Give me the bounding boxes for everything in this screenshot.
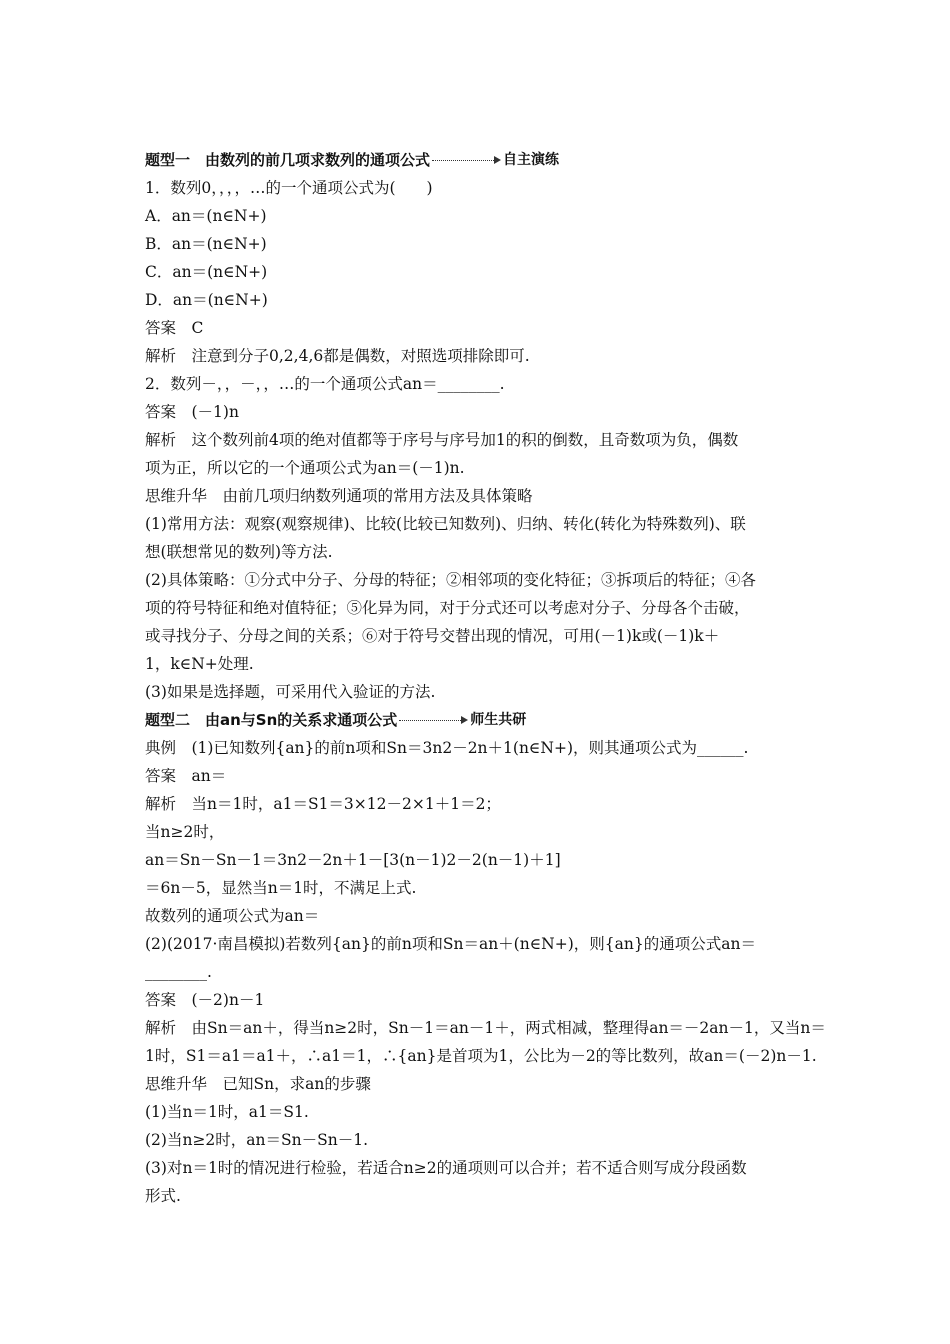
summary-text: (2)具体策略：①分式中分子、分母的特征；②相邻项的变化特征；③拆项后的特征；④各: [145, 571, 756, 589]
example-question: 典例 (1)已知数列{an}的前n项和Sn＝3n2－2n＋1(n∈N+)，则其通项公式为______.: [145, 739, 749, 757]
analysis: 解析 由Sn＝an＋，得当n≥2时，Sn－1＝an－1＋，两式相减，整理得an＝－2an－1，又当n＝: [145, 1019, 826, 1037]
analysis: ＝6n－5，显然当n＝1时，不满足上式.: [145, 879, 417, 897]
summary-text: (1)常用方法：观察(观察规律)、比较(比较已知数列)、归纳、转化(转化为特殊数列)、联: [145, 515, 746, 533]
document-content: [145, 146, 826, 1210]
answer: 答案 (－2)n－1: [145, 991, 265, 1009]
option-a: A．an＝(n∈N+): [145, 207, 267, 225]
summary-text: 项的符号特征和绝对值特征；⑤化异为同，对于分式还可以考虑对分子、分母各个击破，: [145, 599, 750, 617]
summary-title: 思维升华 由前几项归纳数列通项的常用方法及具体策略: [145, 487, 533, 505]
section-tag: 自主演练: [503, 152, 560, 168]
analysis: 当n≥2时，: [145, 823, 225, 841]
summary-text: (1)当n＝1时，a1＝S1.: [145, 1103, 309, 1121]
analysis: 1时，S1＝a1＝a1＋，∴a1＝1，∴{an}是首项为1，公比为－2的等比数列，故an＝(－2)n－1.: [145, 1047, 817, 1065]
summary-text: 形式.: [145, 1187, 181, 1205]
analysis: 解析 注意到分子0,2,4,6都是偶数，对照选项排除即可.: [145, 347, 530, 365]
section-title: 题型一 由数列的前几项求数列的通项公式: [145, 151, 431, 169]
answer: 答案 (－1)n: [145, 403, 239, 421]
summary-text: 想(联想常见的数列)等方法.: [145, 543, 333, 561]
summary-text: (3)对n＝1时的情况进行检验，若适合n≥2的通项则可以合并；若不适合则写成分段函数: [145, 1159, 747, 1177]
section-heading-2: [145, 706, 810, 734]
analysis: an＝Sn－Sn－1＝3n2－2n＋1－[3(n－1)2－2(n－1)＋1]: [145, 851, 561, 869]
arrow-icon: [432, 156, 501, 164]
example-question: (2)(2017·南昌模拟)若数列{an}的前n项和Sn＝an＋(n∈N+)，则{an}的通项公式an＝: [145, 935, 756, 953]
section-tag: 师生共研: [470, 712, 527, 728]
question-stem: 1．数列0，，，，…的一个通项公式为( ): [145, 179, 433, 197]
arrow-icon: [399, 716, 468, 724]
summary-text: (2)当n≥2时，an＝Sn－Sn－1.: [145, 1131, 369, 1149]
answer: 答案 an＝: [145, 767, 227, 785]
section-title: 题型二 由an与Sn的关系求通项公式: [145, 711, 398, 729]
option-b: B．an＝(n∈N+): [145, 235, 267, 253]
summary-title: 思维升华 已知Sn，求an的步骤: [145, 1075, 371, 1093]
section-heading-1: [145, 146, 810, 174]
answer: 答案 C: [145, 319, 204, 337]
option-d: D．an＝(n∈N+): [145, 291, 268, 309]
summary-text: (3)如果是选择题，可采用代入验证的方法.: [145, 683, 436, 701]
analysis: 故数列的通项公式为an＝: [145, 907, 320, 925]
analysis: 解析 当n＝1时，a1＝S1＝3×12－2×1＋1＝2；: [145, 795, 501, 813]
example-question: ________.: [145, 963, 212, 981]
question-stem: 2．数列－，，－，，…的一个通项公式an＝________.: [145, 375, 505, 393]
summary-text: 1，k∈N+处理.: [145, 655, 254, 673]
option-c: C．an＝(n∈N+): [145, 263, 268, 281]
analysis: 解析 这个数列前4项的绝对值都等于序号与序号加1的积的倒数，且奇数项为负，偶数: [145, 431, 739, 449]
summary-text: 或寻找分子、分母之间的关系；⑥对于符号交替出现的情况，可用(－1)k或(－1)k＋: [145, 627, 720, 645]
analysis: 项为正，所以它的一个通项公式为an＝(－1)n.: [145, 459, 465, 477]
